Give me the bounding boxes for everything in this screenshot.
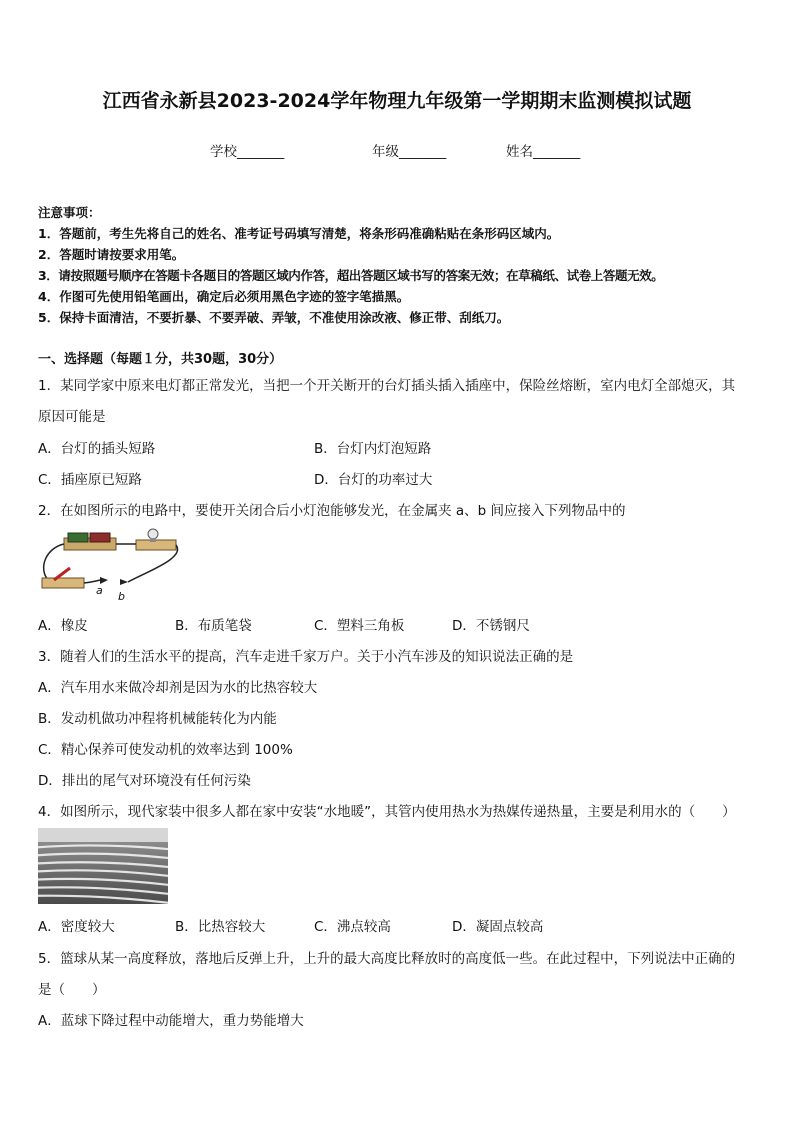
q3-stem: 3．随着人们的生活水平的提高，汽车走进千家万户。关于小汽车涉及的知识说法正确的是 [38, 649, 574, 665]
section-heading: 一、选择题（每题１分，共30题，30分） [38, 352, 283, 367]
note-item: 5．保持卡面清洁，不要折暴、不要弄破、弄皱，不准使用涂改液、修正带、刮纸刀。 [38, 310, 510, 325]
note-item: 4．作图可先使用铅笔画出，确定后必须用黑色字迹的签字笔描黑。 [38, 289, 410, 304]
q3-option-a: A．汽车用水来做冷却剂是因为水的比热容较大 [38, 680, 318, 696]
q4-option-a: A．密度较大 [38, 919, 115, 935]
school-field: 学校_______ [210, 144, 285, 160]
q1-option-c: C．插座原已短路 [38, 472, 142, 488]
q2-stem: 2．在如图所示的电路中，要使开关闭合后小灯泡能够发光，在金属夹 a、b 间应接入下列物品中的 [38, 503, 626, 519]
note-item: 2．答题时请按要求用笔。 [38, 247, 185, 262]
clip-label-a: a [96, 584, 103, 597]
note-item: 3．请按照题号顺序在答题卡各题目的答题区域内作答，超出答题区域书写的答案无效；在草稿纸、试卷上答题无效。 [38, 268, 664, 283]
q4-option-c: C．沸点较高 [314, 919, 391, 935]
q2-option-c: C．塑料三角板 [314, 618, 405, 634]
q3-option-d: D．排出的尾气对环境没有任何污染 [38, 773, 251, 789]
q2-option-d: D．不锈钢尺 [452, 618, 530, 634]
note-item: 1．答题前，考生先将自己的姓名、准考证号码填写清楚，将条形码准确粘贴在条形码区域内。 [38, 226, 560, 241]
circuit-diagram [36, 528, 186, 604]
q2-option-b: B．布质笔袋 [175, 618, 252, 634]
notes-heading: 注意事项： [38, 205, 101, 220]
q1-option-d: D．台灯的功率过大 [314, 472, 433, 488]
q5-option-a: A．蓝球下降过程中动能增大，重力势能增大 [38, 1013, 304, 1029]
q4-stem: 4．如图所示，现代家装中很多人都在家中安装“水地暖”，其管内使用热水为热媒传递热量，主要是利用水的（ ） [38, 804, 736, 820]
q3-option-c: C．精心保养可使发动机的效率达到 100% [38, 742, 293, 758]
q5-stem-cont: 是（ ） [38, 982, 106, 998]
q1-option-a: A．台灯的插头短路 [38, 441, 156, 457]
exam-title: 江西省永新县2023-2024学年物理九年级第一学期期末监测模拟试题 [102, 90, 692, 112]
q1-option-b: B．台灯内灯泡短路 [314, 441, 432, 457]
clip-label-b: b [118, 590, 125, 603]
floor-heating-photo [38, 828, 168, 904]
grade-field: 年级_______ [372, 144, 447, 160]
q3-option-b: B．发动机做功冲程将机械能转化为内能 [38, 711, 277, 727]
q2-option-a: A．橡皮 [38, 618, 88, 634]
q4-option-b: B．比热容较大 [175, 919, 266, 935]
q4-option-d: D．凝固点较高 [452, 919, 544, 935]
q1-stem-cont: 原因可能是 [38, 409, 106, 425]
name-field: 姓名_______ [506, 144, 581, 160]
q1-stem: 1．某同学家中原来电灯都正常发光，当把一个开关断开的台灯插头插入插座中，保险丝熔断，室内电灯全部熄灭，其 [38, 378, 736, 394]
q5-stem: 5．篮球从某一高度释放，落地后反弹上升，上升的最大高度比释放时的高度低一些。在此过程中，下列说法中正确的 [38, 951, 736, 967]
